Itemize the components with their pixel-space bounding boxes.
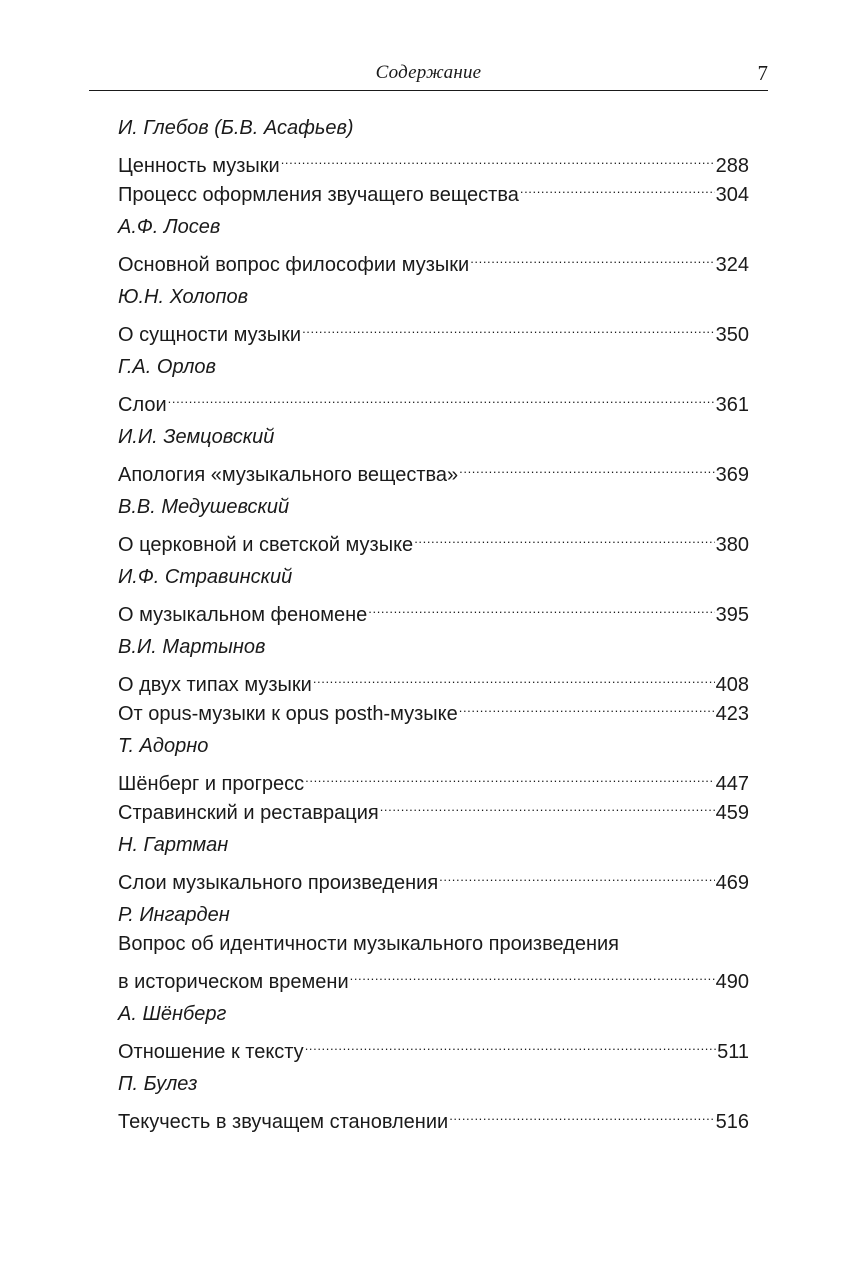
toc-entry-title: в историческом времени	[118, 971, 349, 993]
toc-entry-title: О музыкальном феномене	[118, 604, 368, 626]
toc-author-block	[118, 732, 749, 824]
toc-entry-page-number: 361	[715, 394, 749, 416]
dot-leader	[439, 860, 714, 889]
dot-leader	[470, 242, 714, 271]
toc-entry-title: Шёнберг и прогресс	[118, 773, 305, 795]
author-name: Г.А. Орлов	[118, 356, 216, 378]
toc-entry-title-line: Вопрос об идентичности музыкального произведения	[118, 933, 620, 955]
toc-author-block	[118, 1000, 749, 1063]
toc-entry[interactable]	[118, 592, 749, 626]
toc-entry-page-number: 469	[715, 872, 749, 894]
toc-entry[interactable]	[118, 382, 749, 416]
toc-author-block	[118, 114, 749, 206]
toc-entry-page-number: 516	[715, 1111, 749, 1133]
author-name: И. Глебов (Б.В. Асафьев)	[118, 117, 354, 139]
toc-entry-page-number: 380	[715, 534, 749, 556]
toc-entry-title: Основной вопрос философии музыки	[118, 254, 470, 276]
author-name: В.В. Медушевский	[118, 496, 290, 518]
dot-leader	[305, 761, 714, 790]
author-name: Т. Адорно	[118, 735, 209, 757]
toc-author-block	[118, 831, 749, 894]
toc-entry-title: Процесс оформления звучащего вещества	[118, 184, 519, 206]
toc-entry-title: О двух типах музыки	[118, 674, 312, 696]
dot-leader	[459, 452, 714, 481]
author-name: Р. Ингарден	[118, 904, 230, 926]
running-header	[89, 58, 768, 91]
dot-leader	[313, 662, 715, 691]
toc-entry-page-number: 288	[715, 155, 749, 177]
toc-entry-page-number: 350	[715, 324, 749, 346]
toc-entry[interactable]	[118, 860, 749, 894]
toc-author-block	[118, 1070, 749, 1133]
toc-entry-page-number: 511	[717, 1041, 749, 1063]
toc-author-block	[118, 423, 749, 486]
toc-entry-page-number: 369	[715, 464, 749, 486]
toc-entry-title: Слои	[118, 394, 167, 416]
toc-entry[interactable]	[118, 312, 749, 346]
toc-entry-title: О сущности музыки	[118, 324, 302, 346]
toc-entry-title: О церковной и светской музыке	[118, 534, 414, 556]
toc-entry-page-number: 490	[715, 971, 749, 993]
dot-leader	[168, 382, 715, 411]
toc-entry[interactable]	[118, 761, 749, 795]
table-of-contents	[118, 114, 749, 1140]
dot-leader	[459, 691, 715, 720]
toc-entry-page-number: 324	[715, 254, 749, 276]
toc-entry[interactable]	[118, 242, 749, 276]
toc-author-block	[118, 493, 749, 556]
toc-entry-title: Слои музыкального произведения	[118, 872, 439, 894]
dot-leader	[414, 522, 714, 551]
toc-entry-title: Отношение к тексту	[118, 1041, 304, 1063]
toc-entry-title: Ценность музыки	[118, 155, 280, 177]
toc-author-block	[118, 283, 749, 346]
author-name: А. Шёнберг	[118, 1003, 227, 1025]
dot-leader	[281, 143, 715, 172]
toc-entry-page-number: 423	[715, 703, 749, 725]
toc-entry-page-number: 395	[715, 604, 749, 626]
author-name: Н. Гартман	[118, 834, 229, 856]
toc-entry-title: От opus-музыки к opus posth-музыке	[118, 703, 458, 725]
author-name: П. Булез	[118, 1073, 198, 1095]
author-name: И.И. Земцовский	[118, 426, 275, 448]
toc-author-block	[118, 901, 749, 993]
toc-entry[interactable]	[118, 522, 749, 556]
toc-entry[interactable]	[118, 1099, 749, 1133]
author-name: А.Ф. Лосев	[118, 216, 221, 238]
dot-leader	[302, 312, 715, 341]
author-name: И.Ф. Стравинский	[118, 566, 293, 588]
toc-entry[interactable]	[118, 662, 749, 696]
dot-leader	[380, 790, 715, 819]
toc-entry-page-number: 304	[715, 184, 749, 206]
toc-entry[interactable]	[118, 959, 749, 993]
toc-entry[interactable]	[118, 1029, 749, 1063]
toc-entry-page-number: 408	[715, 674, 749, 696]
author-name: Ю.Н. Холопов	[118, 286, 249, 308]
running-title: Содержание	[375, 62, 482, 83]
toc-author-block	[118, 353, 749, 416]
toc-entry-page-number: 447	[715, 773, 749, 795]
toc-author-block	[118, 213, 749, 276]
toc-entry-page-number: 459	[715, 802, 749, 824]
dot-leader	[520, 172, 715, 201]
toc-entry[interactable]	[118, 143, 749, 177]
dot-leader	[305, 1029, 716, 1058]
toc-author-block	[118, 633, 749, 725]
dot-leader	[350, 959, 715, 988]
dot-leader	[449, 1099, 714, 1128]
author-name: В.И. Мартынов	[118, 636, 266, 658]
page-number: 7	[757, 61, 768, 85]
toc-author-block	[118, 563, 749, 626]
dot-leader	[368, 592, 714, 621]
toc-entry-title: Апология «музыкального вещества»	[118, 464, 459, 486]
toc-entry-title: Стравинский и реставрация	[118, 802, 379, 824]
toc-entry[interactable]	[118, 452, 749, 486]
toc-entry-title: Текучесть в звучащем становлении	[118, 1111, 449, 1133]
